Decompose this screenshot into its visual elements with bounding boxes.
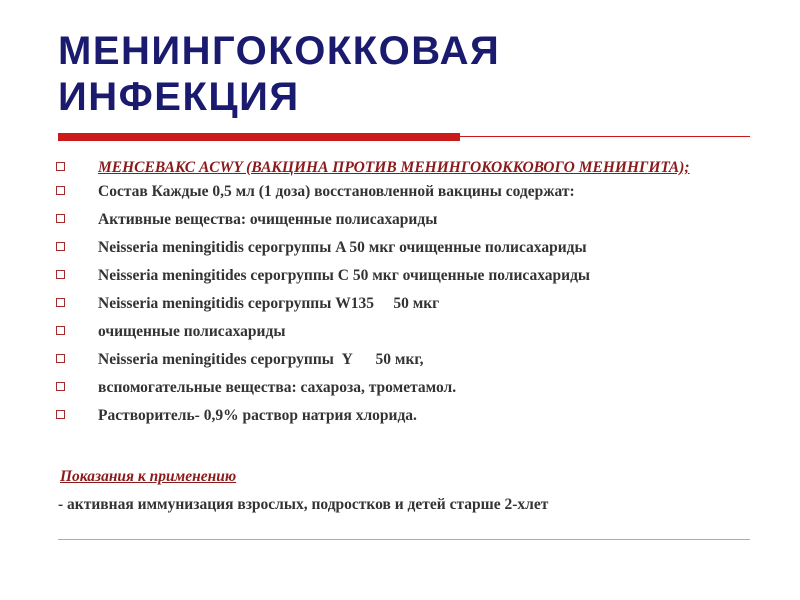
list-item bbox=[56, 294, 756, 313]
list-item-text: Neisseria meningitides серогруппы C 50 мкг очищенные полисахариды bbox=[98, 267, 591, 284]
square-bullet-icon bbox=[56, 354, 65, 363]
list-item-text: вспомогательные вещества: сахароза, трометамол. bbox=[98, 379, 457, 396]
list-item-text: Состав Каждые 0,5 мл (1 доза) восстановленной вакцины содержат: bbox=[98, 183, 575, 200]
list-item-text: Neisseria meningitidis серогруппы W135 50 мкг bbox=[98, 295, 440, 312]
bottom-divider bbox=[58, 539, 750, 540]
title-underline-thick bbox=[58, 133, 460, 141]
list-item bbox=[56, 182, 756, 201]
list-item bbox=[56, 350, 756, 369]
square-bullet-icon bbox=[56, 186, 65, 195]
list-item-text: Neisseria meningitidis серогруппы A 50 мкг очищенные полисахариды bbox=[98, 239, 587, 256]
slide-title-line-2: ИНФЕКЦИЯ bbox=[58, 75, 300, 119]
list-item-text: Растворитель- 0,9% раствор натрия хлорида. bbox=[98, 407, 417, 424]
bullet-list bbox=[56, 158, 756, 434]
list-item bbox=[56, 238, 756, 257]
list-item-text: Активные вещества: очищенные полисахариды bbox=[98, 211, 438, 228]
square-bullet-icon bbox=[56, 162, 65, 171]
list-item bbox=[56, 158, 756, 177]
square-bullet-icon bbox=[56, 298, 65, 307]
list-item-text: Neisseria meningitides серогруппы Y 50 мкг, bbox=[98, 351, 424, 368]
title-underline-thin bbox=[460, 136, 750, 137]
list-item bbox=[56, 406, 756, 425]
square-bullet-icon bbox=[56, 270, 65, 279]
square-bullet-icon bbox=[56, 410, 65, 419]
square-bullet-icon bbox=[56, 382, 65, 391]
slide-title bbox=[58, 28, 758, 120]
square-bullet-icon bbox=[56, 242, 65, 251]
square-bullet-icon bbox=[56, 214, 65, 223]
list-item bbox=[56, 322, 756, 341]
slide-title-line-1: МЕНИНГОКОККОВАЯ bbox=[58, 29, 501, 73]
list-item bbox=[56, 266, 756, 285]
indications-heading: Показания к применению bbox=[60, 468, 237, 485]
list-item-text: очищенные полисахариды bbox=[98, 323, 286, 340]
indications-text: - активная иммунизация взрослых, подростков и детей старше 2-хлет bbox=[58, 496, 549, 513]
vaccine-name-heading: МЕНСЕВАКС ACWY (ВАКЦИНА ПРОТИВ МЕНИНГОКОККОВОГО МЕНИНГИТА); bbox=[98, 159, 690, 176]
square-bullet-icon bbox=[56, 326, 65, 335]
list-item bbox=[56, 210, 756, 229]
list-item bbox=[56, 378, 756, 397]
